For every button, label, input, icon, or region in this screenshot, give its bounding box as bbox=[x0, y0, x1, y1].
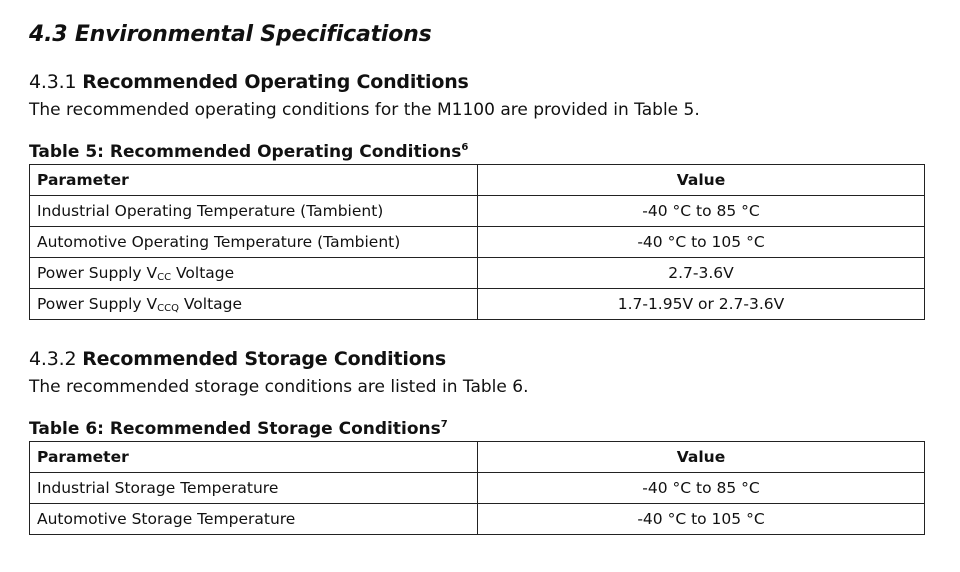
parameter-cell: Industrial Operating Temperature (Tambient) bbox=[30, 196, 478, 227]
parameter-prefix: Power Supply V bbox=[37, 294, 158, 313]
column-header-parameter: Parameter bbox=[30, 442, 478, 473]
operating-heading-title: Recommended Operating Conditions bbox=[82, 71, 469, 93]
storage-intro: The recommended storage conditions are listed in Table 6. bbox=[29, 377, 529, 397]
table6-caption bbox=[29, 419, 448, 439]
table-row bbox=[30, 196, 925, 227]
table5-caption-text: Table 5: Recommended Operating Conditions bbox=[29, 142, 462, 162]
parameter-cell bbox=[30, 258, 478, 289]
table-header-row bbox=[30, 442, 925, 473]
parameter-cell: Automotive Operating Temperature (Tambient) bbox=[30, 227, 478, 258]
column-header-value: Value bbox=[478, 165, 925, 196]
operating-conditions-heading bbox=[29, 71, 469, 93]
parameter-suffix: Voltage bbox=[178, 294, 243, 313]
table-header-row bbox=[30, 165, 925, 196]
operating-conditions-table bbox=[29, 164, 925, 320]
table-row bbox=[30, 227, 925, 258]
parameter-suffix: Voltage bbox=[171, 263, 235, 282]
storage-conditions-heading bbox=[29, 348, 446, 370]
table6-footnote-mark: 7 bbox=[440, 419, 448, 430]
value-cell: -40 °C to 105 °C bbox=[478, 227, 925, 258]
parameter-subscript: CC bbox=[157, 271, 172, 283]
column-header-value: Value bbox=[478, 442, 925, 473]
column-header-parameter: Parameter bbox=[30, 165, 478, 196]
table5-footnote-mark: 6 bbox=[461, 142, 469, 153]
section-title: 4.3 Environmental Specifications bbox=[29, 22, 432, 47]
value-cell: 1.7-1.95V or 2.7-3.6V bbox=[478, 289, 925, 320]
value-cell: -40 °C to 85 °C bbox=[478, 473, 925, 504]
table-row bbox=[30, 258, 925, 289]
storage-heading-number: 4.3.2 bbox=[29, 348, 77, 370]
operating-intro: The recommended operating conditions for the M1100 are provided in Table 5. bbox=[29, 100, 700, 120]
parameter-subscript: CCQ bbox=[157, 302, 179, 314]
value-cell: -40 °C to 105 °C bbox=[478, 504, 925, 535]
table5-caption bbox=[29, 142, 468, 162]
storage-heading-title: Recommended Storage Conditions bbox=[82, 348, 446, 370]
table-row bbox=[30, 504, 925, 535]
storage-conditions-table bbox=[29, 441, 925, 535]
parameter-cell: Automotive Storage Temperature bbox=[30, 504, 478, 535]
value-cell: 2.7-3.6V bbox=[478, 258, 925, 289]
value-cell: -40 °C to 85 °C bbox=[478, 196, 925, 227]
table6-caption-text: Table 6: Recommended Storage Conditions bbox=[29, 419, 441, 439]
parameter-prefix: Power Supply V bbox=[37, 263, 158, 282]
table-row bbox=[30, 289, 925, 320]
operating-heading-number: 4.3.1 bbox=[29, 71, 77, 93]
parameter-cell bbox=[30, 289, 478, 320]
parameter-cell: Industrial Storage Temperature bbox=[30, 473, 478, 504]
table-row bbox=[30, 473, 925, 504]
